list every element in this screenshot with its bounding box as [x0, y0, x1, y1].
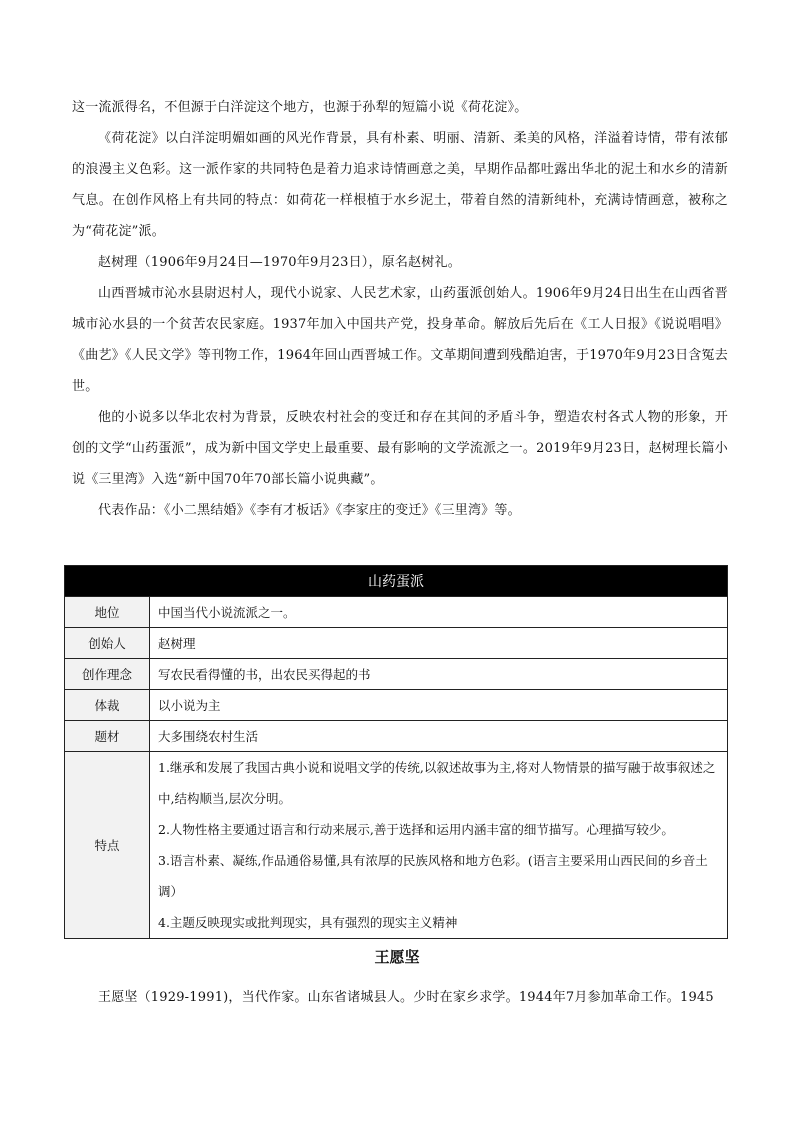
- table-row: [65, 597, 728, 628]
- row-value: 写农民看得懂的书，出农民买得起的书: [150, 659, 728, 690]
- paragraph: 《荷花淀》以白洋淀明媚如画的风光作背景，具有朴素、明丽、清新、柔美的风格，洋溢着诗情，带有浓郁的浪漫主义色彩。这一派作家的共同特色是着力追求诗情画意之美，早期作品都吐露出华北的泥土和水乡的清新气息。在创作风格上有共同的特点：如荷花一样根植于水乡泥土，带着自然的清新纯朴，充满诗情画意，被称之为“荷花淀”派。: [72, 131, 728, 239]
- row-value: 大多围绕农村生活: [150, 721, 728, 752]
- row-value: 中国当代小说流派之一。: [150, 597, 728, 628]
- row-label: 特点: [65, 752, 150, 939]
- feature-item: 1.继承和发展了我国古典小说和说唱文学的传统,以叙述故事为主,将对人物情景的描写融于故事叙述之中,结构顺当,层次分明。: [158, 760, 716, 806]
- features-cell: [150, 752, 728, 939]
- table-row: [65, 659, 728, 690]
- body-text: [72, 92, 728, 526]
- paragraph: 代表作品：《小二黑结婚》《李有才板话》《李家庄的变迁》《三里湾》等。: [98, 503, 521, 518]
- table-row: [65, 690, 728, 721]
- row-label: 创作理念: [65, 659, 150, 690]
- table-row: [65, 721, 728, 752]
- row-label: 题材: [65, 721, 150, 752]
- row-value: 以小说为主: [150, 690, 728, 721]
- paragraph: 这一流派得名，不但源于白洋淀这个地方，也源于孙犁的短篇小说《荷花淀》。: [72, 100, 528, 115]
- section-heading: 王愿坚: [374, 948, 420, 966]
- paragraph: 王愿坚（1929-1991)，当代作家。山东省诸城县人。少时在家乡求学。1944年7月参加革命工作。1945: [98, 990, 714, 1005]
- body-text-bottom: [72, 982, 728, 1013]
- row-label: 地位: [65, 597, 150, 628]
- table-title: 山药蛋派: [65, 566, 728, 597]
- feature-item: 4.主题反映现实或批判现实，具有强烈的现实主义精神: [158, 915, 458, 930]
- paragraph: 山西晋城市沁水县尉迟村人，现代小说家、人民艺术家，山药蛋派创始人。1906年9月24日出生在山西省晋城市沁水县的一个贫苦农民家庭。1937年加入中国共产党，投身革命。解放后先后在《工人日报》《说说唱唱》《曲艺》《人民文学》等刊物工作，1964年回山西晋城工作。文革期间遭到残酷迫害，于1970年9月23日含冤去世。: [72, 286, 728, 394]
- table-row-features: [65, 752, 728, 939]
- feature-item: 2.人物性格主要通过语言和行动来展示,善于选择和运用内涵丰富的细节描写。心理描写较少。: [158, 822, 674, 837]
- paragraph: 他的小说多以华北农村为背景，反映农村社会的变迁和存在其间的矛盾斗争，塑造农村各式人物的形象，开创的文学“山药蛋派”，成为新中国文学史上最重要、最有影响的文学流派之一。2019年9月23日，赵树理长篇小说《三里湾》入选“新中国70年70部长篇小说典藏”。: [72, 410, 728, 487]
- table-row: [65, 628, 728, 659]
- paragraph: 赵树理（1906年9月24日—1970年9月23日），原名赵树礼。: [98, 255, 461, 270]
- info-table: [64, 565, 728, 939]
- row-label: 创始人: [65, 628, 150, 659]
- feature-item: 3.语言朴素、凝练,作品通俗易懂,具有浓厚的民族风格和地方色彩。(语言主要采用山西民间的乡音土调）: [158, 853, 708, 899]
- row-label: 体裁: [65, 690, 150, 721]
- row-value: 赵树理: [150, 628, 728, 659]
